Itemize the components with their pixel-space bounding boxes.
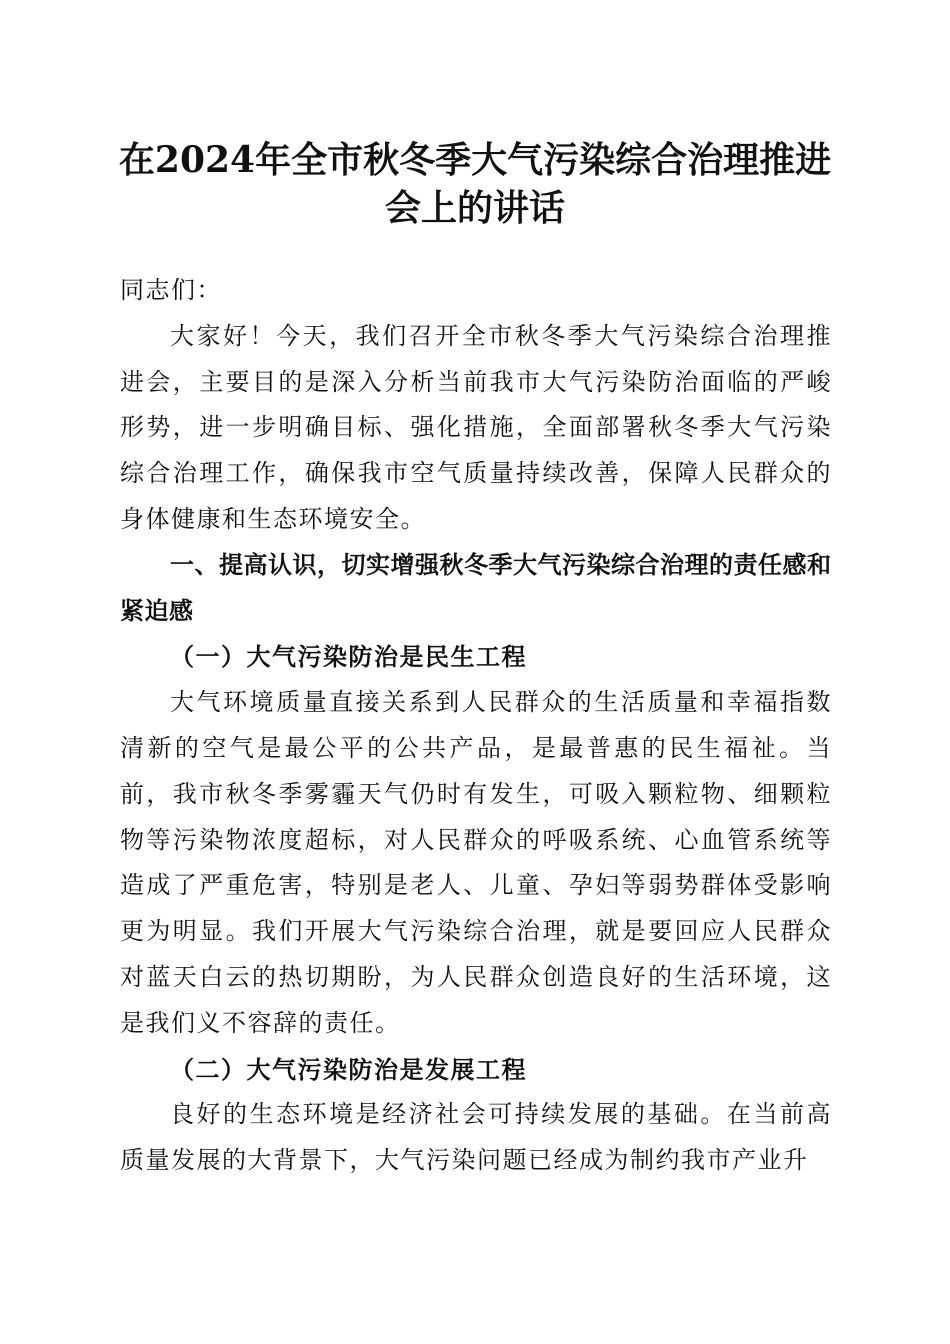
title-line-2: 会上的讲话 <box>384 187 565 229</box>
subsection-2-paragraph: 良好的生态环境是经济社会可持续发展的基础。在当前高质量发展的大背景下，大气污染问题已经成为制约我市产业升 <box>120 1100 832 1175</box>
section-1-heading: 一、提高认识，切实增强秋冬季大气污染综合治理的责任感和紧迫感 <box>120 550 832 625</box>
subsection-1-paragraph: 大气环境质量直接关系到人民群众的生活质量和幸福指数清新的空气是最公平的公共产品，是最普惠的民生福祉。当前，我市秋冬季雾霾天气仍时有发生，可吸入颗粒物、细颗粒物等污染物浓度超标，对人民群众的呼吸系统、心血管系统等造成了严重危害，特别是老人、儿童、孕妇等弱势群体受影响更为明显。我们开展大气污染综合治理，就是要回应人民群众对蓝天白云的热切期盼，为人民群众创造良好的生活环境，这是我们义不容辞的责任。 <box>120 688 832 1037</box>
title-line-1: 在2024年全市秋冬季大气污染综合治理推进 <box>118 139 832 181</box>
intro-paragraph: 大家好！今天，我们召开全市秋冬季大气污染综合治理推进会，主要目的是深入分析当前我市大气污染防治面临的严峻形势，进一步明确目标、强化措施，全面部署秋冬季大气污染综合治理工作，确保我市空气质量持续改善，保障人民群众的身体健康和生态环境安全。 <box>120 321 832 533</box>
subsection-2-heading: （二）大气污染防治是发展工程 <box>170 1054 527 1084</box>
salutation: 同志们： <box>120 276 222 304</box>
document-title <box>100 136 850 232</box>
subsection-1-heading: （一）大气污染防治是民生工程 <box>170 642 527 672</box>
document-body <box>120 268 832 1184</box>
